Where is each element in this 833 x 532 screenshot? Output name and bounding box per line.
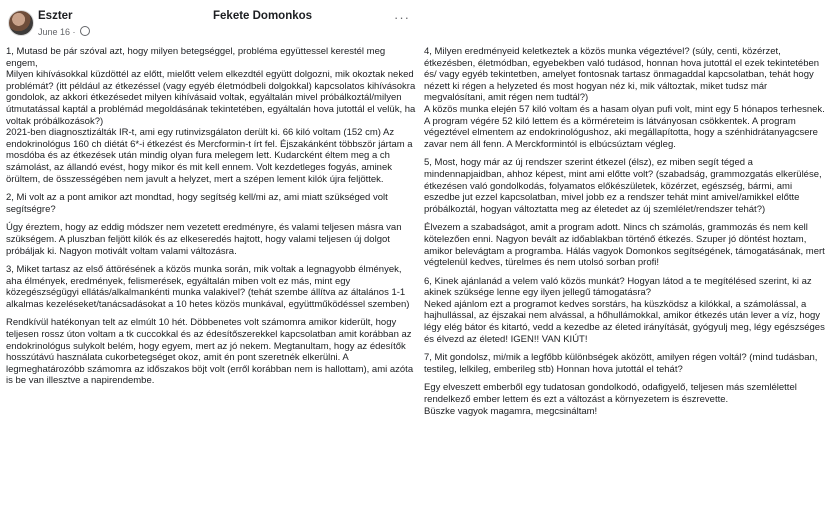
right-paragraph-3: Élvezem a szabadságot, amit a program adott. Nincs ch számolás, grammozás és nem kell kötelezően enni. Nagyon bevált az időablakban történő étkezés. Szuper jó döntést hoztam, amikor belevágtam a programba. Hálás vagyok Domonkos segítségének, támogatásának, mert végtelenül kedves, türelmes és nem utolsó sorban profi!: [424, 222, 825, 269]
left-paragraph-4: 3, Miket tartasz az első áttörésének a közös munka során, mik voltak a legnagyobb élmények, aha élmények, eredmények, felismerések, egyáltalán miben volt ez más, mint egy közegészségügyi ellátás/alkalmankénti munka valakivel? (tehát szembe állítva az általános 1-1 alkalmas kezeléseket/tanácsadásokat a 10 hetes közös munkával, együttműködéssel szemben): [6, 264, 410, 310]
left-paragraph-2: 2, Mi volt az a pont amikor azt mondtad, hogy segítség kell/mi az, ami miatt szükséged volt segítségre?: [6, 192, 388, 215]
right-paragraph-4: 6, Kinek ajánlanád a velem való közös munkát? Hogyan látod a te megítélésed szerint, ki az akinek szüksége lenne egy ilyen jellegű támogatásra? Neked ajánlom ezt a programot kedves sorstárs, ha küszködsz a kilókkal, a számolással, a hajhullással, az éjszakai nem alvással, a hőhullámokkal, amikor étkezés után lever a víz, hogy légy elég bátor és kitartó, vedd a kezedbe az életed irányítását, gyógyulj meg, légy egészséges és élvezd az életed! IGEN!! VAN KIÚT!: [424, 275, 825, 345]
left-paragraph-1: 1, Mutasd be pár szóval azt, hogy milyen betegséggel, probléma együttessel kerestél meg engem, Milyen kihívásokkal küzdöttél az előtt, mielőtt velem elkezdtél együtt dolgozni, mik okoztak neked problémát? (itt például az étkezéssel (vagy egyéb életmódbeli dolgokkal) kapcsolatos kihívásokra gondolok, az akkori étkezésedet milyen kihívásaid voltak, egyáltalán mivel próbálkoztál/milyen útmutatással kaptál a problémád megoldásának tekintetében, egyáltalán hova jutottál el velük, ha voltak próbálkozások?) 2021-ben diagnosztizálták IR-t, ami egy rutinvizsgálaton derült ki. 66 kiló voltam (152 cm) Az endokrinológus 160 ch diétát 6*-i étkezést és Mercformin-t írt fel. Éjszakánként többször jártam a mosdóba és az étkezések után mindig olyan fura melegem lett. Kudarcként éltem meg a ch számolást, az állandó evést, hogy mikor és mit kell ennem. Volt kezdetleges fogyás, aminek örültem, de összességében nem javult a helyzet, mert a szépen lement kilók újra feljöttek.: [6, 46, 416, 185]
right-paragraph-6: Egy elveszett emberből egy tudatosan gondolkodó, odafigyelő, teljesen más szemlélettel rendelkező ember lettem és ezt a változást a környezetem is észrevette. Büszke vagyok magamra, megcsináltam!: [424, 382, 797, 417]
more-options-icon[interactable]: ···: [394, 10, 410, 25]
post-text-right-column: [424, 46, 827, 424]
post-date-text: June 16 ·: [38, 27, 76, 37]
right-paragraph-5: 7, Mit gondolsz, mi/mik a legfőbb különbségek aközött, amilyen régen voltál? (mind tudásban, testileg, lelkileg, emberileg stb) Honnan hova jutottál el tehát?: [424, 352, 818, 375]
post-date[interactable]: [38, 26, 90, 37]
recipient-name[interactable]: Fekete Domonkos: [213, 10, 313, 22]
author-avatar[interactable]: [8, 10, 34, 36]
globe-icon: [80, 26, 90, 36]
post-header: [0, 0, 833, 42]
author-name[interactable]: Eszter: [38, 10, 73, 22]
right-paragraph-2: 5, Most, hogy már az új rendszer szerint étkezel (élsz), ez miben segít téged a mindennapjaidban, ahhoz képest, mint ami előtte volt? (szabadság, grammozgatás elkerülése, étkezésen való gondolkodás, folyamatos előkészületek, közérzet, egészség, bármi, ami eszedbe jut ezzel kapcsolatban, mivel jobb ez a rendszer tehát mint amivel/amikkel előtte próbálkoztál, hogyan változtatta meg az életedet az új szemlélet/rendszer tehát?): [424, 157, 822, 215]
post-text-left-column: [6, 46, 416, 394]
right-paragraph-1: 4, Milyen eredményeid keletkeztek a közös munka végeztével? (súly, centi, közérzet, étkezésben, életmódban, egyebekben való tudásod, honnan hova jutottál el ezek tekintetében és/ vagy egyéb tekintetben, amelyet fontosnak tartasz önmagaddal kapcsolatban, tehát hogy nézett ki régen a helyzeted és most hogyan néz ki, mik változtak, miket tudsz már megvalósítani, amit régen nem tudtál?) A közös munka elején 57 kiló voltam és a hasam olyan pufi volt, mint egy 5 hónapos terhesnek. A program végére 52 kiló lettem és a körméreteim is látványosan csökkentek. A program végeztével elmentem az endokrinológushoz, aki megállapította, hogy a szénhidrátanyagcsere zavar nem áll fenn. A Merckformintól is elbúcsúztam végleg.: [424, 46, 825, 150]
left-paragraph-3: Úgy éreztem, hogy az eddig módszer nem vezetett eredményre, és valami teljesen másra van szükségem. A pluszban feljött kilók és az elkeseredés hajtott, hogy valami teljesen új dolgot próbáljak ki. Nagyon motivált voltam valami változásra.: [6, 222, 402, 257]
left-paragraph-5: Rendkívül hatékonyan telt az elmúlt 10 hét. Döbbenetes volt számomra amikor kiderült, hogy teljesen rossz úton voltam a tk cuccokkal és az édesítőszerekkel kapcsolatban amit korábban az endokrinológus sulykolt belém, hogy egyem, mert az jó nekem. Megtanultam, hogy az édesítők hosszútávú használata cukorbetegséget okoz, amit én pont szeretnék elkerülni. A legmeghatározóbb számomra az időszakos böjt volt (erről korábban nem is hallottam), ami azóta is be van illesztve a napirendembe.: [6, 317, 414, 387]
